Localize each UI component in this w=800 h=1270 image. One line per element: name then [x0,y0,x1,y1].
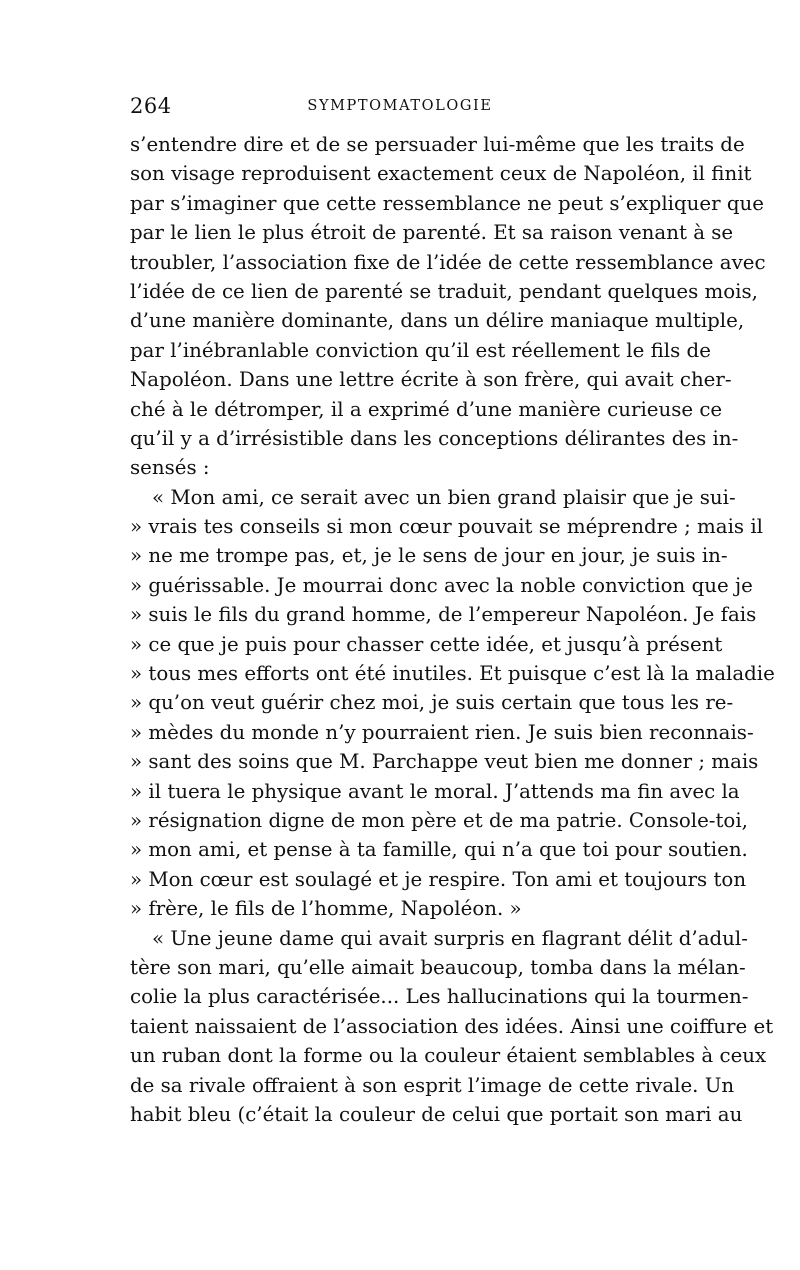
text-line: l’idée de ce lien de parenté se traduit, pendant quelques mois, [130,279,758,303]
quote-line: » vrais tes conseils si mon cœur pouvait se méprendre ; mais il [130,515,763,539]
text-line: Napoléon. Dans une lettre écrite à son frère, qui avait cher- [130,368,732,392]
quote-line: » suis le fils du grand homme, de l’empereur Napoléon. Je fais [130,603,757,627]
quote-line: » guérissable. Je mourrai donc avec la noble conviction que je [130,573,753,597]
text-line: qu’il y a d’irrésistible dans les conceptions délirantes des in- [130,426,739,450]
quote-line: » sant des soins que M. Parchappe veut bien me donner ; mais [130,750,759,774]
quote-line: « Mon ami, ce serait avec un bien grand plaisir que je sui- [152,485,736,509]
text-line: « Une jeune dame qui avait surpris en flagrant délit d’adul- [152,926,748,950]
text-line: un ruban dont la forme ou la couleur étaient semblables à ceux [130,1044,767,1068]
text-line: habit bleu (c’était la couleur de celui que portait son mari au [130,1102,743,1126]
text-line: taient naissaient de l’association des idées. Ainsi une coiffure et [130,1014,774,1038]
quote-line: » frère, le fils de l’homme, Napoléon. » [130,897,522,921]
text-line: colie la plus caractérisée... Les hallucinations qui la tourmen- [130,985,749,1009]
book-page [130,94,775,1129]
page-number: 264 [130,94,172,118]
text-line: par s’imaginer que cette ressemblance ne peut s’expliquer que [130,191,764,215]
text-line: par l’inébranlable conviction qu’il est réellement le fils de [130,338,711,362]
text-line: de sa rivale offraient à son esprit l’image de cette rivale. Un [130,1073,735,1097]
quote-line: » mèdes du monde n’y pourraient rien. Je suis bien reconnais- [130,720,754,744]
text-line: d’une manière dominante, dans un délire maniaque multiple, [130,309,745,333]
quote-line: » mon ami, et pense à ta famille, qui n’a que toi pour soutien. [130,838,748,862]
text-line: ché à le détromper, il a exprimé d’une manière curieuse ce [130,397,723,421]
quote-line: » qu’on veut guérir chez moi, je suis certain que tous les re- [130,691,734,715]
text-line: son visage reproduisent exactement ceux de Napoléon, il finit [130,162,752,186]
running-title: SYMPTOMATOLOGIE [307,98,493,114]
page-header [130,94,670,124]
quote-line: » résignation digne de mon père et de ma patrie. Console-toi, [130,808,748,832]
quote-line: » tous mes efforts ont été inutiles. Et puisque c’est là la maladie [130,662,775,686]
quote-line: » il tuera le physique avant le moral. J’attends ma fin avec la [130,779,740,803]
quote-line: » Mon cœur est soulagé et je respire. Ton ami et toujours ton [130,867,747,891]
text-line: s’entendre dire et de se persuader lui-même que les traits de [130,133,745,156]
text-line: troubler, l’association fixe de l’idée de cette ressemblance avec [130,250,766,274]
text-line: sensés : [130,456,210,480]
text-line: par le lien le plus étroit de parenté. Et sa raison venant à se [130,221,734,245]
quote-line: » ne me trompe pas, et, je le sens de jour en jour, je suis in- [130,544,728,568]
body-text [130,130,775,1129]
text-line: tère son mari, qu’elle aimait beaucoup, tomba dans la mélan- [130,955,746,979]
quote-line: » ce que je puis pour chasser cette idée, et jusqu’à présent [130,632,723,656]
